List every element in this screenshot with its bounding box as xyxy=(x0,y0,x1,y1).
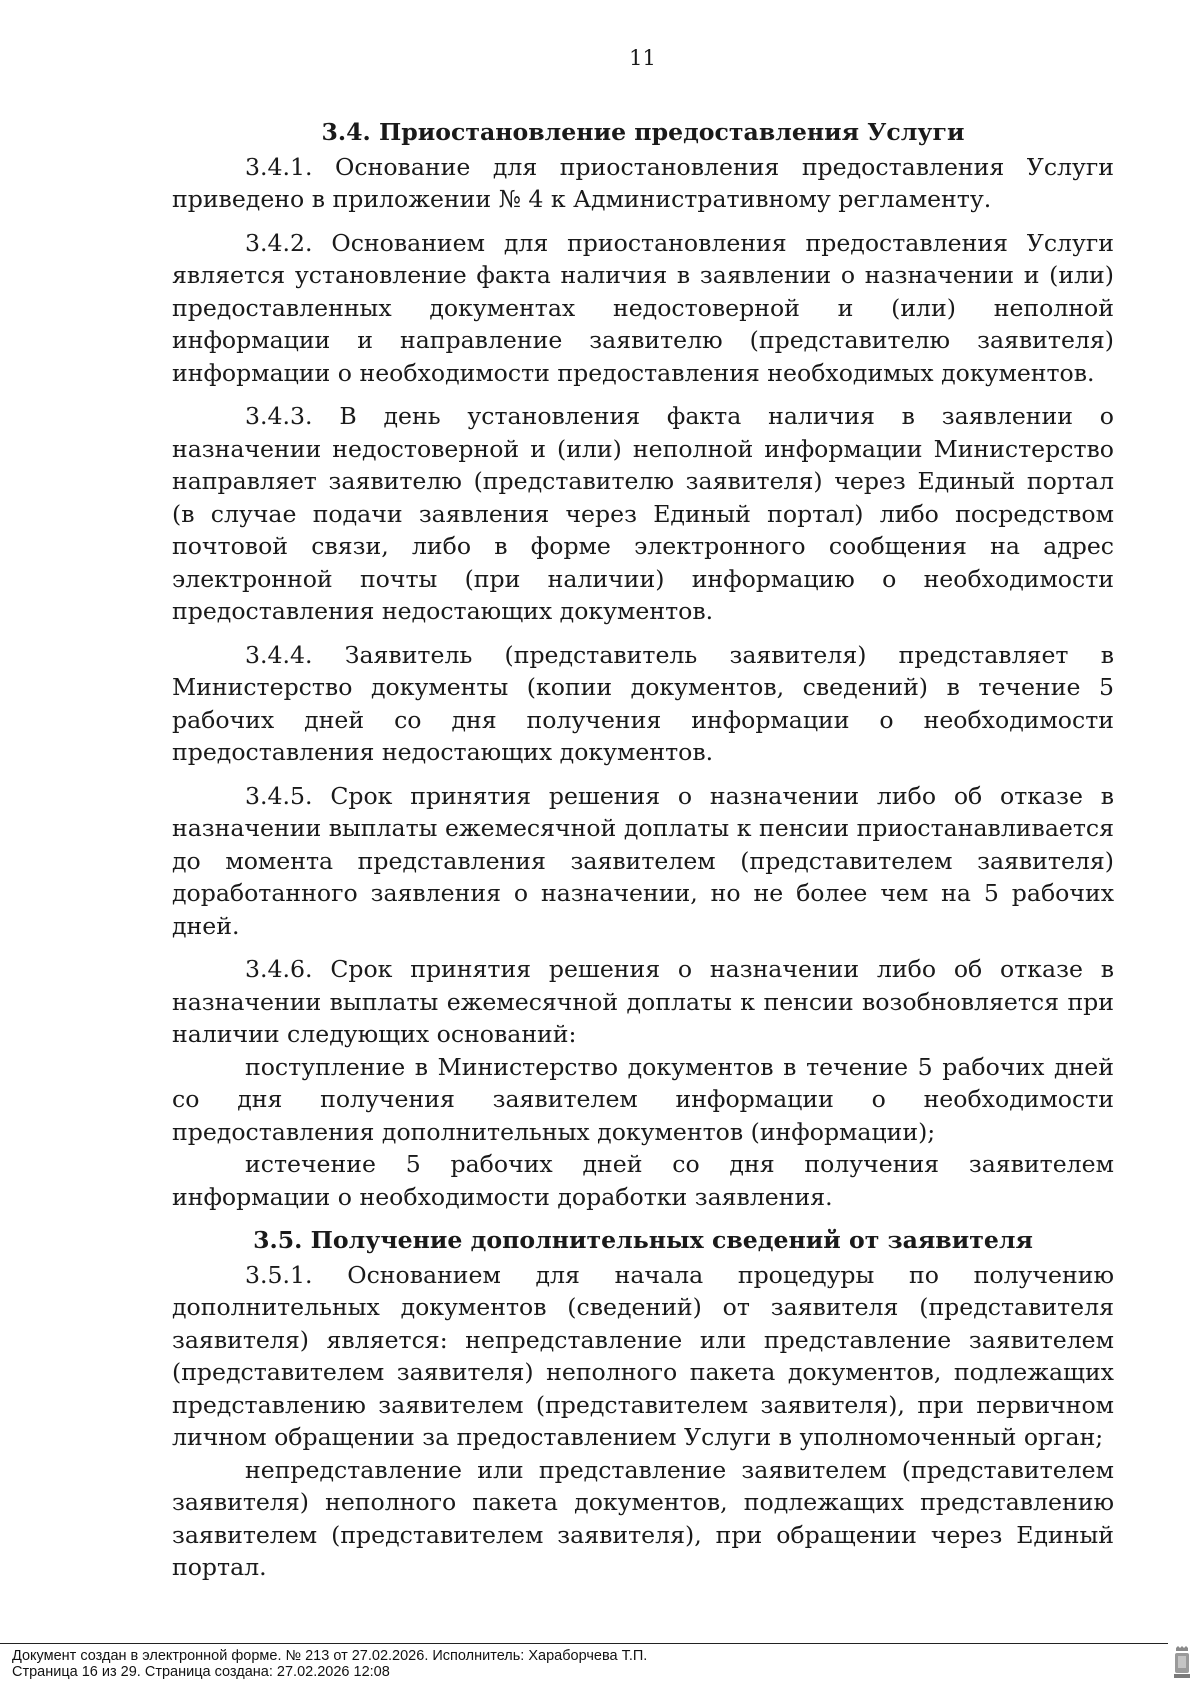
page-number: 11 xyxy=(629,46,656,70)
paragraph-3-4-1: 3.4.1. Основание для приостановления предоставления Услуги приведено в приложении № 4 к Административному регламенту. xyxy=(172,152,1114,213)
paragraph-3-5-1-item-2: непредставление или представление заявителем (представителем заявителя) неполного пакета документов, подлежащих представлению заявителем (представителем заявителя), при обращении через Единый портал. xyxy=(172,1455,1114,1581)
footer-line-2: Страница 16 из 29. Страница создана: 27.02.2026 12:08 xyxy=(12,1664,390,1680)
document-footer xyxy=(12,1648,647,1680)
paragraph-3-4-6-item-2: истечение 5 рабочих дней со дня получения заявителем информации о необходимости доработки заявления. xyxy=(172,1150,1114,1211)
coat-of-arms-icon xyxy=(1172,1646,1192,1680)
document-body xyxy=(172,116,1114,1595)
paragraph-3-4-2: 3.4.2. Основанием для приостановления предоставления Услуги является установление факта наличия в заявлении о назначении и (или) предоставленных документах недостоверной и (или) неполной информации и направление заявителю (представителю заявителя) информации о необходимости предоставления необходимых документов. xyxy=(172,228,1114,387)
paragraph-3-4-5: 3.4.5. Срок принятия решения о назначении либо об отказе в назначении выплаты ежемесячной доплаты к пенсии приостанавливается до момента представления заявителем (представителем заявителя) доработанного заявления о назначении, но не более чем на 5 рабочих дней. xyxy=(172,781,1114,940)
section-3-5-title: 3.5. Получение дополнительных сведений от заявителя xyxy=(253,1226,1033,1254)
paragraph-3-4-6-item-1: поступление в Министерство документов в течение 5 рабочих дней со дня получения заявителем информации о необходимости предоставления дополнительных документов (информации); xyxy=(172,1052,1114,1146)
section-3-4-title: 3.4. Приостановление предоставления Услуги xyxy=(321,118,965,146)
paragraph-3-4-4: 3.4.4. Заявитель (представитель заявителя) представляет в Министерство документы (копии документов, сведений) в течение 5 рабочих дней со дня получения информации о необходимости предоставления недостающих документов. xyxy=(172,640,1114,766)
footer-line-1: Документ создан в электронной форме. № 213 от 27.02.2026. Исполнитель: Хараборчева Т.П. xyxy=(12,1648,648,1664)
paragraph-3-5-1: 3.5.1. Основанием для начала процедуры по получению дополнительных документов (сведений) от заявителя (представителя заявителя) является: непредставление или представление заявителем (представителем заявителя) неполного пакета документов, подлежащих представлению заявителем (представителем заявителя), при первичном личном обращении за предоставлением Услуги в уполномоченный орган; xyxy=(172,1260,1114,1451)
paragraph-3-4-6: 3.4.6. Срок принятия решения о назначении либо об отказе в назначении выплаты ежемесячной доплаты к пенсии возобновляется при наличии следующих оснований: xyxy=(172,955,1114,1048)
paragraph-3-4-3: 3.4.3. В день установления факта наличия в заявлении о назначении недостоверной и (или) неполной информации Министерство направляет заявителю (представителю заявителя) через Единый портал (в случае подачи заявления через Единый портал) либо посредством почтовой связи, либо в форме электронного сообщения на адрес электронной почты (при наличии) информацию о необходимости предоставления недостающих документов. xyxy=(172,402,1114,625)
footer-divider xyxy=(0,1643,1168,1644)
